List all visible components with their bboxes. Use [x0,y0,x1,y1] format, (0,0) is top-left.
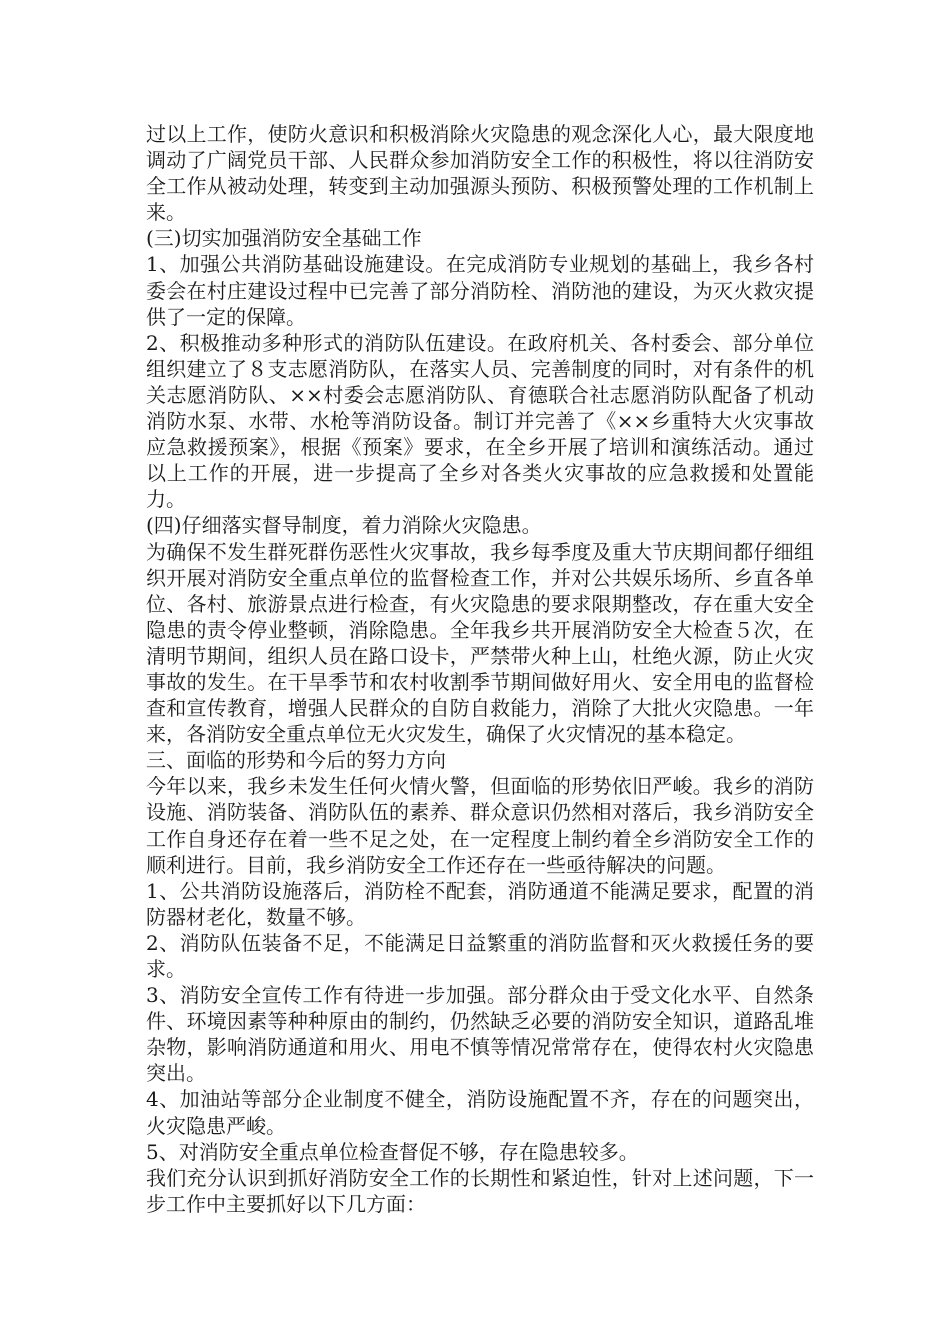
paragraph-item-2: 2、积极推动多种形式的消防队伍建设。在政府机关、各村委会、部分单位组织建立了８支志愿消防队，在落实人员、完善制度的同时，对有条件的机关志愿消防队、××村委会志愿消防队、育德联合社志愿消防队配备了机动消防水泵、水带、水枪等消防设备。制订并完善了《××乡重特大火灾事故应急救援预案》，根据《预案》要求，在全乡开展了培训和演练活动。通过以上工作的开展，进一步提高了全乡对各类火灾事故的应急救援和处置能力。 [146,330,814,512]
problem-item-1: 1、公共消防设施落后，消防栓不配套，消防通道不能满足要求，配置的消防器材老化，数量不够。 [146,878,814,929]
problem-item-5: 5、对消防安全重点单位检查督促不够，存在隐患较多。 [146,1139,639,1164]
paragraph-conclusion: 我们充分认识到抓好消防安全工作的长期性和紧迫性，针对上述问题，下一步工作中主要抓好以下几方面： [146,1165,814,1216]
section-heading-4: (四)仔细落实督导制度，着力消除火灾隐患。 [146,513,542,538]
paragraph-inspection: 为确保不发生群死群伤恶性火灾事故，我乡每季度及重大节庆期间都仔细组织开展对消防安全重点单位的监督检查工作，并对公共娱乐场所、乡直各单位、各村、旅游景点进行检查，有火灾隐患的要求限期整改，存在重大安全隐患的责令停业整顿，消除隐患。全年我乡共开展消防安全大检查５次，在清明节期间，组织人员在路口设卡，严禁带火种上山，杜绝火源，防止火灾事故的发生。在干旱季节和农村收割季节期间做好用火、安全用电的监督检查和宣传教育，增强人民群众的自防自救能力，消除了大批火灾隐患。一年来，各消防安全重点单位无火灾发生，确保了火灾情况的基本稳定。 [146,539,814,747]
problem-item-2: 2、消防队伍装备不足，不能满足日益繁重的消防监督和灭火救援任务的要求。 [146,930,814,981]
document-body [146,121,814,1217]
paragraph-situation: 今年以来，我乡未发生任何火情火警，但面临的形势依旧严峻。我乡的消防设施、消防装备、消防队伍的素养、群众意识仍然相对落后，我乡消防安全工作自身还存在着一些不足之处，在一定程度上制约着全乡消防安全工作的顺利进行。目前，我乡消防安全工作还存在一些亟待解决的问题。 [146,774,814,877]
problem-item-4: 4、加油站等部分企业制度不健全，消防设施配置不齐，存在的问题突出，火灾隐患严峻。 [146,1087,814,1138]
paragraph-item-1: 1、加强公共消防基础设施建设。在完成消防专业规划的基础上，我乡各村委会在村庄建设过程中已完善了部分消防栓、消防池的建设，为灭火救灾提供了一定的保障。 [146,252,814,329]
paragraph-intro: 过以上工作，使防火意识和积极消除火灾隐患的观念深化人心，最大限度地调动了广阔党员干部、人民群众参加消防安全工作的积极性，将以往消防安全工作从被动处理，转变到主动加强源头预防、积极预警处理的工作机制上来。 [146,122,814,225]
section-heading-iii: 三、面临的形势和今后的努力方向 [146,748,446,773]
section-heading-3: (三)切实加强消防安全基础工作 [146,226,422,251]
problem-item-3: 3、消防安全宣传工作有待进一步加强。部分群众由于受文化水平、自然条件、环境因素等种种原由的制约，仍然缺乏必要的消防安全知识，道路乱堆杂物，影响消防通道和用火、用电不慎等情况常常存在，使得农村火灾隐患突出。 [146,983,814,1086]
